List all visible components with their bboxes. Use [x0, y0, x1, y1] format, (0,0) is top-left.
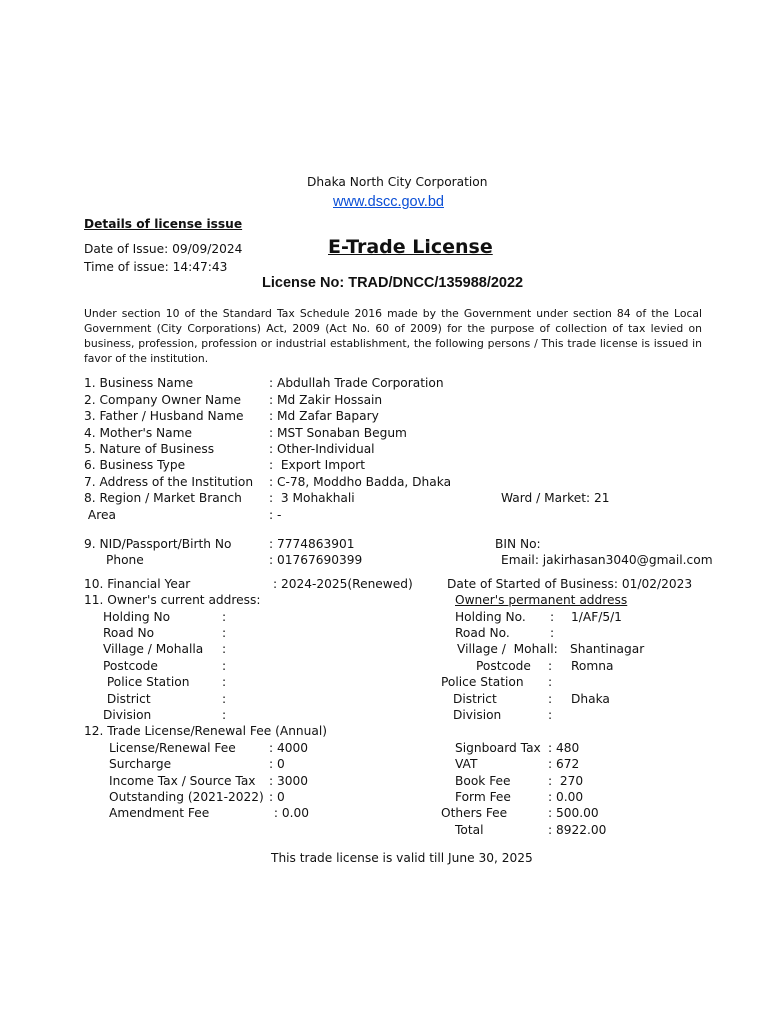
page-title: E-Trade License — [328, 236, 493, 258]
fee-value: : 480 — [548, 741, 580, 755]
field-label: 1. Business Name — [84, 376, 194, 390]
colon: : — [222, 675, 227, 689]
field-label: 7. Address of the Institution — [84, 475, 254, 489]
fee-label: Book Fee — [455, 774, 511, 788]
colon: : — [548, 708, 553, 722]
fee-label: Outstanding (2021-2022) — [109, 790, 264, 804]
permanent-address-label: Division — [453, 708, 502, 722]
field-label: 6. Business Type — [84, 458, 186, 472]
fee-label: Form Fee — [455, 790, 511, 804]
fee-value: : 0.00 — [270, 806, 309, 820]
permanent-address-label: Police Station — [441, 675, 524, 689]
field-label: Area — [84, 508, 116, 522]
colon: : — [222, 642, 227, 656]
field-value: : Md Zakir Hossain — [269, 393, 383, 407]
colon: : — [222, 626, 227, 640]
business-start-date: Date of Started of Business: 01/02/2023 — [447, 577, 693, 591]
fee-value: : 3000 — [269, 774, 308, 788]
details-heading: Details of license issue — [84, 217, 243, 231]
colon: : — [222, 692, 227, 706]
fee-value: : 0.00 — [548, 790, 584, 804]
current-address-label: Police Station — [103, 675, 190, 689]
colon: : — [548, 692, 553, 706]
fees-heading: 12. Trade License/Renewal Fee (Annual) — [84, 724, 327, 738]
permanent-address-value: Shantinagar — [570, 642, 645, 656]
permanent-address-heading: Owner's permanent address — [455, 593, 628, 607]
field-value: : Abdullah Trade Corporation — [269, 376, 444, 390]
financial-year-value: : 2024-2025(Renewed) — [273, 577, 413, 591]
bin-label: BIN No: — [495, 537, 541, 551]
license-label: License No: — [262, 275, 349, 291]
current-address-heading: 11. Owner's current address: — [84, 593, 261, 607]
nid-label: 9. NID/Passport/Birth No — [84, 537, 232, 551]
current-address-label: Road No — [103, 626, 155, 640]
permanent-address-label: Village / Mohall: — [457, 642, 558, 656]
field-label: 8. Region / Market Branch — [84, 491, 242, 505]
field-value: : C-78, Moddho Badda, Dhaka — [269, 475, 452, 489]
total-value: : 8922.00 — [548, 823, 607, 837]
fee-value: : 270 — [548, 774, 584, 788]
colon: : — [550, 610, 555, 624]
colon: : — [548, 659, 553, 673]
permanent-address-label: Holding No. — [455, 610, 526, 624]
date-of-issue: Date of Issue: 09/09/2024 — [84, 242, 243, 256]
fee-label: Signboard Tax — [455, 741, 541, 755]
fee-label: Amendment Fee — [109, 806, 210, 820]
current-address-label: Holding No — [103, 610, 171, 624]
current-address-label: Village / Mohalla — [103, 642, 204, 656]
ward-market: Ward / Market: 21 — [501, 491, 610, 505]
current-address-label: District — [103, 692, 151, 706]
validity-note: This trade license is valid till June 30, 2025 — [271, 851, 533, 865]
permanent-address-label: Road No. — [455, 626, 510, 640]
field-value: : 3 Mohakhali — [269, 491, 355, 505]
field-label: 4. Mother's Name — [84, 426, 193, 440]
field-value: : Other-Individual — [269, 442, 375, 456]
colon: : — [222, 659, 227, 673]
total-label: Total — [455, 823, 484, 837]
fee-label: Surcharge — [109, 757, 172, 771]
permanent-address-value: 1/AF/5/1 — [571, 610, 622, 624]
permanent-address-value: Dhaka — [571, 692, 610, 706]
field-value: : MST Sonaban Begum — [269, 426, 407, 440]
nid-value: : 7774863901 — [269, 537, 355, 551]
fee-label: License/Renewal Fee — [109, 741, 236, 755]
email: Email: jakirhasan3040@gmail.com — [501, 553, 713, 567]
field-label: 3. Father / Husband Name — [84, 409, 244, 423]
fee-value: : 0 — [269, 757, 285, 771]
website-link[interactable]: www.dscc.gov.bd — [333, 194, 444, 210]
field-label: 2. Company Owner Name — [84, 393, 241, 407]
intro-paragraph: Under section 10 of the Standard Tax Schedule 2016 made by the Government under section 84 of the Local Government (City Corporations) Act, 2009 (Act No. 60 of 2009) for the purpose of collection of tax levied on business, profession, profession or industrial establishment, the following persons / This trade license is issued in favor of the institution. — [84, 307, 702, 365]
phone-value: : 01767690399 — [269, 553, 363, 567]
field-value: : Export Import — [269, 458, 366, 472]
financial-year-label: 10. Financial Year — [84, 577, 191, 591]
field-value: : - — [269, 508, 282, 522]
permanent-address-label: Postcode — [476, 659, 531, 673]
field-label: 5. Nature of Business — [84, 442, 215, 456]
fee-value: : 500.00 — [548, 806, 599, 820]
phone-label: Phone — [106, 553, 144, 567]
license-number: TRAD/DNCC/135988/2022 — [348, 275, 524, 291]
field-value: : Md Zafar Bapary — [269, 409, 379, 423]
fee-value: : 0 — [269, 790, 285, 804]
fee-label: VAT — [455, 757, 478, 771]
fee-label: Others Fee — [441, 806, 508, 820]
colon: : — [548, 675, 553, 689]
fee-value: : 672 — [548, 757, 580, 771]
colon: : — [222, 610, 227, 624]
colon: : — [222, 708, 227, 722]
current-address-label: Postcode — [103, 659, 158, 673]
time-of-issue: Time of issue: 14:47:43 — [84, 260, 228, 274]
fee-label: Income Tax / Source Tax — [109, 774, 256, 788]
current-address-label: Division — [103, 708, 152, 722]
permanent-address-value: Romna — [571, 659, 614, 673]
license-number-line — [262, 276, 523, 291]
fee-value: : 4000 — [269, 741, 308, 755]
org-name: Dhaka North City Corporation — [307, 175, 488, 189]
colon: : — [550, 626, 555, 640]
permanent-address-label: District — [453, 692, 497, 706]
